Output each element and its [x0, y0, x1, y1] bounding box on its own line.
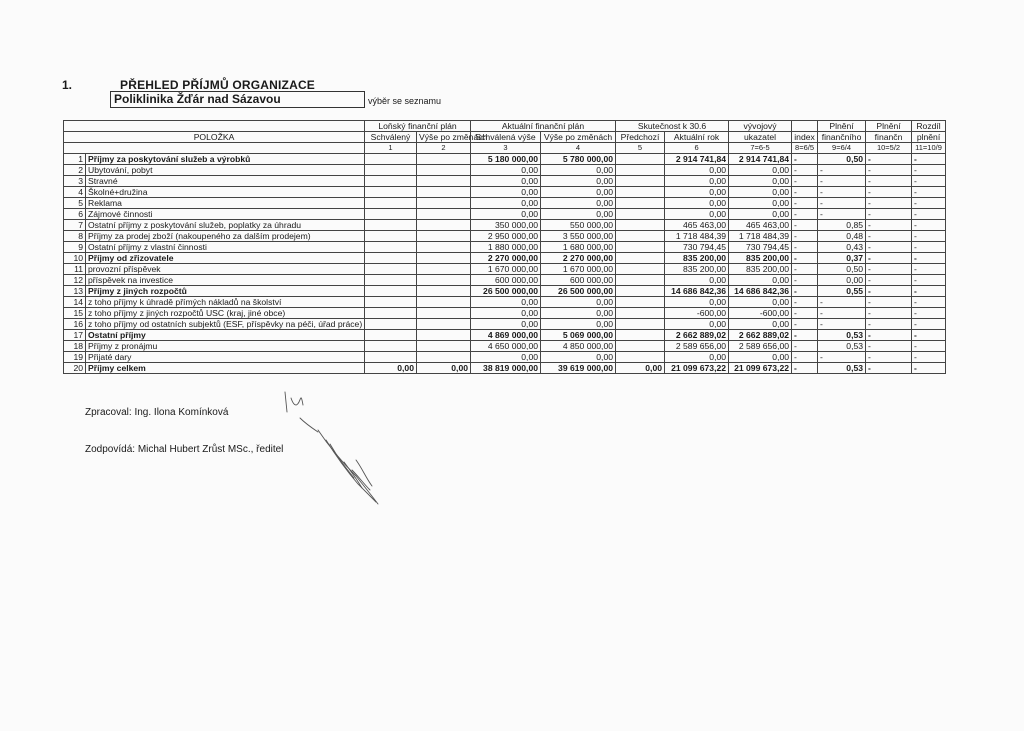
- cell-c7: 835 200,00: [729, 264, 792, 275]
- cell-c3: 0,00: [471, 198, 541, 209]
- cell-c4: 0,00: [541, 198, 616, 209]
- row-number: 10: [64, 253, 86, 264]
- cell-c7: 835 200,00: [729, 253, 792, 264]
- cell-c6: 2 589 656,00: [665, 341, 729, 352]
- cell-c3: 0,00: [471, 319, 541, 330]
- cell-c11: -: [912, 198, 946, 209]
- header-c9: finančního: [818, 132, 866, 143]
- cell-c8: -: [792, 352, 818, 363]
- row-number: 1: [64, 154, 86, 165]
- cell-c9: -: [818, 319, 866, 330]
- cell-c11: -: [912, 242, 946, 253]
- cell-c4: 3 550 000,00: [541, 231, 616, 242]
- cell-c3: 350 000,00: [471, 220, 541, 231]
- cell-c8: -: [792, 198, 818, 209]
- cell-c6: 0,00: [665, 187, 729, 198]
- cell-c7: 0,00: [729, 297, 792, 308]
- cell-c10: -: [866, 330, 912, 341]
- col-number: 5: [616, 143, 665, 154]
- cell-c7: 0,00: [729, 275, 792, 286]
- cell-c10: -: [866, 176, 912, 187]
- cell-c10: -: [866, 220, 912, 231]
- cell-c8: -: [792, 209, 818, 220]
- cell-c10: -: [866, 341, 912, 352]
- cell-c5: 0,00: [616, 363, 665, 374]
- row-label: Příjmy celkem: [86, 363, 365, 374]
- cell-c4: 0,00: [541, 187, 616, 198]
- cell-c9: -: [818, 297, 866, 308]
- cell-c6: 0,00: [665, 275, 729, 286]
- cell-c6: 465 463,00: [665, 220, 729, 231]
- header-c1: Schválený: [365, 132, 417, 143]
- cell-c9: 0,50: [818, 264, 866, 275]
- cell-c11: -: [912, 165, 946, 176]
- row-label: Příjmy za poskytování služeb a výrobků: [86, 154, 365, 165]
- cell-c11: -: [912, 231, 946, 242]
- cell-c3: 2 950 000,00: [471, 231, 541, 242]
- cell-c8: -: [792, 154, 818, 165]
- header-rozdil: Rozdíl: [912, 121, 946, 132]
- cell-c9: -: [818, 187, 866, 198]
- cell-c6: 0,00: [665, 352, 729, 363]
- cell-c7: 14 686 842,36: [729, 286, 792, 297]
- cell-c8: -: [792, 286, 818, 297]
- cell-c3: 5 180 000,00: [471, 154, 541, 165]
- cell-c3: 1 880 000,00: [471, 242, 541, 253]
- row-label: Ostatní příjmy: [86, 330, 365, 341]
- header-plneni1: Plnění: [818, 121, 866, 132]
- cell-c4: 0,00: [541, 176, 616, 187]
- header-c7: ukazatel: [729, 132, 792, 143]
- row-label: Příjmy z jiných rozpočtů: [86, 286, 365, 297]
- cell-c3: 600 000,00: [471, 275, 541, 286]
- cell-c6: 0,00: [665, 165, 729, 176]
- cell-c7: 0,00: [729, 187, 792, 198]
- row-number: 13: [64, 286, 86, 297]
- row-number: 6: [64, 209, 86, 220]
- header-vyvojovy: vývojový: [729, 121, 792, 132]
- header-c10: finančn: [866, 132, 912, 143]
- header-c6: Aktuální rok: [665, 132, 729, 143]
- cell-c7: 2 662 889,02: [729, 330, 792, 341]
- cell-c10: -: [866, 275, 912, 286]
- cell-c4: 0,00: [541, 209, 616, 220]
- cell-c7: 0,00: [729, 352, 792, 363]
- row-label: příspěvek na investice: [86, 275, 365, 286]
- cell-c10: -: [866, 297, 912, 308]
- cell-c4: 1 670 000,00: [541, 264, 616, 275]
- cell-c4: 600 000,00: [541, 275, 616, 286]
- cell-c11: -: [912, 330, 946, 341]
- row-number: 5: [64, 198, 86, 209]
- row-number: 2: [64, 165, 86, 176]
- cell-c7: 730 794,45: [729, 242, 792, 253]
- cell-c9: -: [818, 198, 866, 209]
- cell-c11: -: [912, 308, 946, 319]
- cell-c8: -: [792, 308, 818, 319]
- row-number: 7: [64, 220, 86, 231]
- row-number: 15: [64, 308, 86, 319]
- cell-c10: -: [866, 165, 912, 176]
- cell-c6: 835 200,00: [665, 264, 729, 275]
- row-number: 8: [64, 231, 86, 242]
- cell-c4: 4 850 000,00: [541, 341, 616, 352]
- cell-c4: 0,00: [541, 319, 616, 330]
- cell-c6: 14 686 842,36: [665, 286, 729, 297]
- organization-hint: výběr se seznamu: [368, 96, 442, 106]
- row-label: Ostatní příjmy z poskytování služeb, poplatky za úhradu: [86, 220, 365, 231]
- cell-c10: -: [866, 308, 912, 319]
- cell-c6: 1 718 484,39: [665, 231, 729, 242]
- organization-select[interactable]: Poliklinika Žďár nad Sázavou: [110, 91, 365, 108]
- cell-c3: 4 869 000,00: [471, 330, 541, 341]
- cell-c4: 0,00: [541, 165, 616, 176]
- cell-c3: 0,00: [471, 297, 541, 308]
- cell-c2: 0,00: [417, 363, 471, 374]
- cell-c11: -: [912, 297, 946, 308]
- cell-c9: 0,55: [818, 286, 866, 297]
- cell-c6: 2 662 889,02: [665, 330, 729, 341]
- row-number: 14: [64, 297, 86, 308]
- header-c11: plnění: [912, 132, 946, 143]
- cell-c6: 0,00: [665, 297, 729, 308]
- row-number: 17: [64, 330, 86, 341]
- header-c8: index: [792, 132, 818, 143]
- report-title: PŘEHLED PŘÍJMŮ ORGANIZACE: [120, 78, 316, 92]
- cell-c11: -: [912, 209, 946, 220]
- cell-c11: -: [912, 176, 946, 187]
- cell-c1: 0,00: [365, 363, 417, 374]
- cell-c11: -: [912, 220, 946, 231]
- col-number: 8=6/5: [792, 143, 818, 154]
- row-label: Příjmy od zřizovatele: [86, 253, 365, 264]
- cell-c6: 2 914 741,84: [665, 154, 729, 165]
- cell-c3: 0,00: [471, 176, 541, 187]
- cell-c8: -: [792, 220, 818, 231]
- row-number: 4: [64, 187, 86, 198]
- row-label: Příjmy za prodej zboží (nakoupeného za dalším prodejem): [86, 231, 365, 242]
- cell-c8: -: [792, 275, 818, 286]
- header-c5: Předchozí: [616, 132, 665, 143]
- cell-c4: 0,00: [541, 308, 616, 319]
- cell-c8: -: [792, 253, 818, 264]
- cell-c11: -: [912, 187, 946, 198]
- cell-c4: 0,00: [541, 352, 616, 363]
- cell-c11: -: [912, 253, 946, 264]
- cell-c9: 0,53: [818, 363, 866, 374]
- cell-c11: -: [912, 286, 946, 297]
- row-number: 11: [64, 264, 86, 275]
- cell-c7: 465 463,00: [729, 220, 792, 231]
- cell-c9: -: [818, 176, 866, 187]
- cell-c9: -: [818, 352, 866, 363]
- responsible-person: Zodpovídá: Michal Hubert Zrůst MSc., ředitel: [85, 444, 284, 455]
- cell-c8: -: [792, 319, 818, 330]
- cell-c8: -: [792, 341, 818, 352]
- cell-c6: 0,00: [665, 176, 729, 187]
- cell-c4: 5 069 000,00: [541, 330, 616, 341]
- cell-c8: -: [792, 187, 818, 198]
- cell-c9: -: [818, 209, 866, 220]
- row-label: Příjmy z pronájmu: [86, 341, 365, 352]
- cell-c9: 0,48: [818, 231, 866, 242]
- col-number: 4: [541, 143, 616, 154]
- header-c2: Výše po změnách: [417, 132, 471, 143]
- row-number: 16: [64, 319, 86, 330]
- cell-c9: 0,53: [818, 341, 866, 352]
- cell-c4: 550 000,00: [541, 220, 616, 231]
- cell-c7: 0,00: [729, 209, 792, 220]
- col-number: 6: [665, 143, 729, 154]
- cell-c7: 1 718 484,39: [729, 231, 792, 242]
- cell-c6: 0,00: [665, 319, 729, 330]
- cell-c8: -: [792, 297, 818, 308]
- row-label: z toho příjmy k úhradě přímých nákladů na školství: [86, 297, 365, 308]
- cell-c4: 5 780 000,00: [541, 154, 616, 165]
- cell-c10: -: [866, 231, 912, 242]
- cell-c7: 0,00: [729, 198, 792, 209]
- header-c4: Výše po změnách: [541, 132, 616, 143]
- cell-c4: 26 500 000,00: [541, 286, 616, 297]
- cell-c11: -: [912, 352, 946, 363]
- cell-c4: 39 619 000,00: [541, 363, 616, 374]
- cell-c9: 0,37: [818, 253, 866, 264]
- cell-c7: -600,00: [729, 308, 792, 319]
- row-label: provozní příspěvek: [86, 264, 365, 275]
- row-number: 20: [64, 363, 86, 374]
- cell-c10: -: [866, 154, 912, 165]
- cell-c4: 2 270 000,00: [541, 253, 616, 264]
- cell-c6: 835 200,00: [665, 253, 729, 264]
- cell-c11: -: [912, 341, 946, 352]
- row-label: Školné+družina: [86, 187, 365, 198]
- cell-c10: -: [866, 286, 912, 297]
- cell-c11: -: [912, 363, 946, 374]
- cell-c10: -: [866, 319, 912, 330]
- row-label: Reklama: [86, 198, 365, 209]
- cell-c6: -600,00: [665, 308, 729, 319]
- cell-c10: -: [866, 187, 912, 198]
- cell-c4: 0,00: [541, 297, 616, 308]
- cell-c10: -: [866, 198, 912, 209]
- col-number: 10=5/2: [866, 143, 912, 154]
- row-label: Zájmové činnosti: [86, 209, 365, 220]
- cell-c10: -: [866, 253, 912, 264]
- cell-c3: 1 670 000,00: [471, 264, 541, 275]
- cell-c3: 4 650 000,00: [471, 341, 541, 352]
- row-label: Ostatní příjmy z vlastní činnosti: [86, 242, 365, 253]
- cell-c7: 2 914 741,84: [729, 154, 792, 165]
- cell-c9: 0,85: [818, 220, 866, 231]
- cell-c3: 0,00: [471, 209, 541, 220]
- prepared-by: Zpracoval: Ing. Ilona Komínková: [85, 407, 229, 418]
- cell-c11: -: [912, 154, 946, 165]
- cell-c6: 0,00: [665, 209, 729, 220]
- header-polozka: POLOŽKA: [64, 132, 365, 143]
- cell-c3: 2 270 000,00: [471, 253, 541, 264]
- col-number: 7=6-5: [729, 143, 792, 154]
- cell-c8: -: [792, 330, 818, 341]
- cell-c7: 0,00: [729, 165, 792, 176]
- cell-c10: -: [866, 264, 912, 275]
- cell-c9: -: [818, 165, 866, 176]
- row-label: z toho příjmy od ostatních subjektů (ESF, příspěvky na péči, úřad práce): [86, 319, 365, 330]
- cell-c6: 730 794,45: [665, 242, 729, 253]
- cell-c8: -: [792, 165, 818, 176]
- cell-c4: 1 680 000,00: [541, 242, 616, 253]
- cell-c8: -: [792, 176, 818, 187]
- cell-c8: -: [792, 363, 818, 374]
- cell-c8: -: [792, 242, 818, 253]
- row-number: 9: [64, 242, 86, 253]
- cell-c6: 0,00: [665, 198, 729, 209]
- cell-c3: 26 500 000,00: [471, 286, 541, 297]
- cell-c10: -: [866, 363, 912, 374]
- cell-c3: 38 819 000,00: [471, 363, 541, 374]
- cell-c10: -: [866, 242, 912, 253]
- cell-c7: 21 099 673,22: [729, 363, 792, 374]
- cell-c11: -: [912, 275, 946, 286]
- cell-c3: 0,00: [471, 187, 541, 198]
- cell-c10: -: [866, 209, 912, 220]
- row-label: Stravné: [86, 176, 365, 187]
- row-label: Ubytování, pobyt: [86, 165, 365, 176]
- header-plneni2: Plnění: [866, 121, 912, 132]
- header-c3: Schválená výše: [471, 132, 541, 143]
- row-number: 19: [64, 352, 86, 363]
- cell-c3: 0,00: [471, 352, 541, 363]
- cell-c3: 0,00: [471, 308, 541, 319]
- row-number: 3: [64, 176, 86, 187]
- cell-c7: 0,00: [729, 319, 792, 330]
- cell-c11: -: [912, 264, 946, 275]
- cell-c6: 21 099 673,22: [665, 363, 729, 374]
- col-number: 2: [417, 143, 471, 154]
- cell-c9: -: [818, 308, 866, 319]
- cell-c9: 0,43: [818, 242, 866, 253]
- row-label: Přijaté dary: [86, 352, 365, 363]
- cell-c7: 2 589 656,00: [729, 341, 792, 352]
- header-skutecnost: Skutečnost k 30.6: [616, 121, 729, 132]
- cell-c9: 0,53: [818, 330, 866, 341]
- cell-c10: -: [866, 352, 912, 363]
- cell-c11: -: [912, 319, 946, 330]
- cell-c8: -: [792, 231, 818, 242]
- cell-c9: 0,00: [818, 275, 866, 286]
- cell-c9: 0,50: [818, 154, 866, 165]
- col-number: 1: [365, 143, 417, 154]
- row-label: z toho příjmy z jiných rozpočtů USC (kraj, jiné obce): [86, 308, 365, 319]
- col-number: 9=6/4: [818, 143, 866, 154]
- cell-c8: -: [792, 264, 818, 275]
- cell-c7: 0,00: [729, 176, 792, 187]
- header-lonsky: Loňský finanční plán: [365, 121, 471, 132]
- col-number: 11=10/9: [912, 143, 946, 154]
- row-number: 18: [64, 341, 86, 352]
- col-number: 3: [471, 143, 541, 154]
- section-number: 1.: [62, 78, 73, 92]
- header-aktualni: Aktuální finanční plán: [471, 121, 616, 132]
- cell-c3: 0,00: [471, 165, 541, 176]
- row-number: 12: [64, 275, 86, 286]
